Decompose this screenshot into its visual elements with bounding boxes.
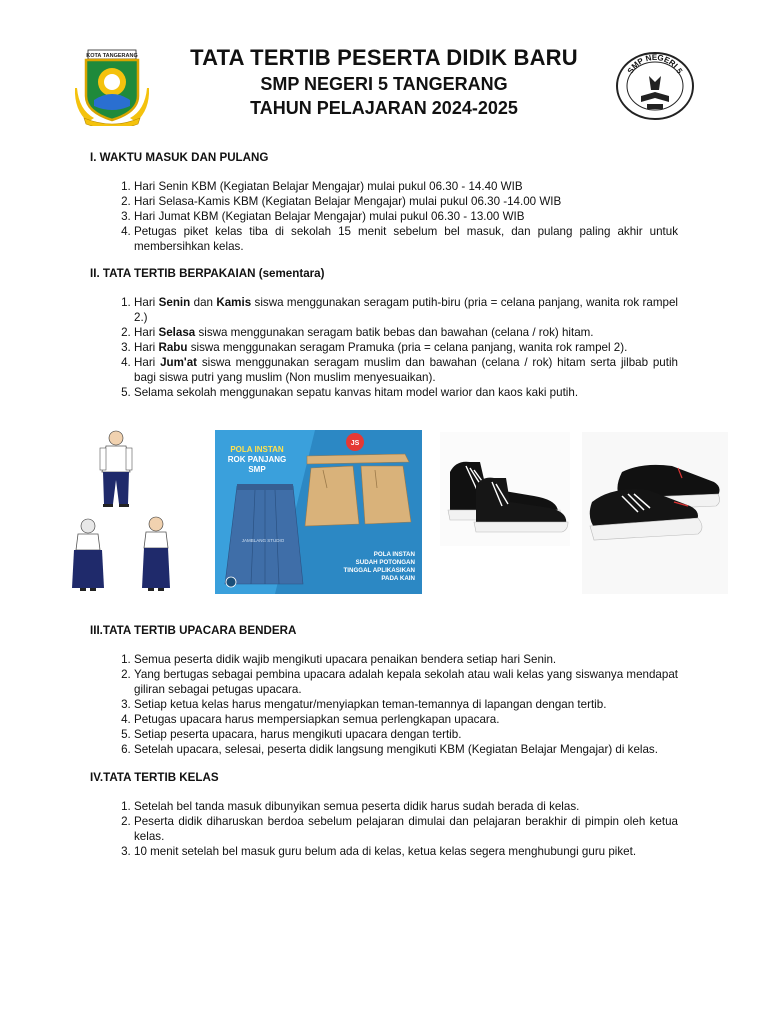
list-item: 6. Setelah upacara, selesai, peserta didik langsung mengikuti KBM (Kegiatan Belajar Mengajar) di kelas. <box>134 742 678 757</box>
academic-year: TAHUN PELAJARAN 2024-2025 <box>250 98 518 118</box>
section-waktu <box>90 150 678 254</box>
list-item: 5. Setiap peserta upacara, harus mengikuti upacara dengan tertib. <box>134 727 678 742</box>
skirt-photo <box>225 484 303 584</box>
list-item: 3. Setiap ketua kelas harus mengatur/menyiapkan teman-temannya di lapangan dengan tertib. <box>134 697 678 712</box>
svg-text:SUDAH POTONGAN: SUDAH POTONGAN <box>355 559 415 566</box>
section-list <box>90 295 678 400</box>
svg-text:PADA KAIN: PADA KAIN <box>381 575 415 582</box>
document-header <box>0 0 768 140</box>
section-title: I. WAKTU MASUK DAN PULANG <box>90 151 269 164</box>
list-item: 3. 10 menit setelah bel masuk guru belum ada di kelas, ketua kelas segera menghubungi guru piket. <box>134 844 678 859</box>
kota-tangerang-logo <box>74 48 150 126</box>
section-berpakaian <box>90 266 678 400</box>
logo-right-text: SMP NEGERI 5 <box>625 52 685 76</box>
section-title: II. TATA TERTIB BERPAKAIAN (sementara) <box>90 267 325 280</box>
list-item: 2. Hari Selasa siswa menggunakan seragam batik bebas dan bawahan (celana / rok) hitam. <box>134 325 678 340</box>
list-item: 1. Hari Senin KBM (Kegiatan Belajar Mengajar) mulai pukul 06.30 - 14.40 WIB <box>134 179 678 194</box>
skirt-pattern-image <box>215 430 422 594</box>
section-title: IV.TATA TERTIB KELAS <box>90 771 219 784</box>
skirt-watermark: JAMBLANG STUDIO <box>241 538 285 543</box>
list-item: 2. Hari Selasa-Kamis KBM (Kegiatan Belajar Mengajar) mulai pukul 06.30 -14.00 WIB <box>134 194 678 209</box>
skirt-banner-line2: ROK PANJANG <box>227 455 287 464</box>
skirt-banner-line1: POLA INSTAN <box>230 445 284 454</box>
uniform-images-row <box>66 428 732 598</box>
school-name: SMP NEGERI 5 TANGERANG <box>260 74 508 94</box>
list-item: 1. Setelah bel tanda masuk dibunyikan semua peserta didik harus sudah berada di kelas. <box>134 799 678 814</box>
section-title: III.TATA TERTIB UPACARA BENDERA <box>90 624 297 637</box>
camera-icon <box>226 577 236 587</box>
list-item: 3. Hari Jumat KBM (Kegiatan Belajar Mengajar) mulai pukul 06.30 - 13.00 WIB <box>134 209 678 224</box>
title-block <box>160 44 608 120</box>
uniform-illustration <box>66 428 186 598</box>
smp-negeri-5-logo <box>615 52 695 120</box>
skirt-banner-line3: SMP <box>248 465 266 474</box>
list-item: 3. Hari Rabu siswa menggunakan seragam Pramuka (pria = celana panjang, wanita rok rampel 2). <box>134 340 678 355</box>
svg-text:POLA INSTAN: POLA INSTAN <box>373 551 415 558</box>
list-item: 2. Yang bertugas sebagai pembina upacara adalah kepala sekolah atau wali kelas yang siswanya mendapat giliran sebagai petugas upacara. <box>134 667 678 697</box>
list-item: 4. Petugas upacara harus mempersiapkan semua perlengkapan upacara. <box>134 712 678 727</box>
list-item: 5. Selama sekolah menggunakan sepatu kanvas hitam model warior dan kaos kaki putih. <box>134 385 678 400</box>
section-list <box>90 179 678 254</box>
logo-left-text: KOTA TANGERANG <box>86 53 138 59</box>
list-item: 4. Petugas piket kelas tiba di sekolah 15 menit sebelum bel masuk, dan pulang paling akhir untuk membersihkan kelas. <box>134 224 678 254</box>
girl-uniform-figure <box>142 517 170 591</box>
list-item: 4. Hari Jum'at siswa menggunakan seragam muslim dan bawahan (celana / rok) hitam serta jilbab putih bagi siswa putri yang muslim (Non muslim menyesuaikan). <box>134 355 678 385</box>
svg-text:TINGGAL APLIKASIKAN: TINGGAL APLIKASIKAN <box>343 567 415 574</box>
section-upacara <box>90 623 678 757</box>
girl-uniform-figure <box>72 519 104 591</box>
list-item: 1. Hari Senin dan Kamis siswa menggunakan seragam putih-biru (pria = celana panjang, wanita rok rampel 2.) <box>134 295 678 325</box>
canvas-shoe-photo-2 <box>582 432 728 594</box>
page-title: TATA TERTIB PESERTA DIDIK BARU <box>190 45 578 70</box>
boy-uniform-figure <box>100 431 132 507</box>
canvas-shoe-photo-1 <box>440 432 570 546</box>
section-kelas <box>90 770 678 859</box>
section-list <box>90 799 678 859</box>
list-item: 2. Peserta didik diharuskan berdoa sebelum pelajaran dimulai dan pelajaran berakhir di pimpin oleh ketua kelas. <box>134 814 678 844</box>
js-badge-text: JS <box>350 440 360 447</box>
list-item: 1. Semua peserta didik wajib mengikuti upacara penaikan bendera setiap hari Senin. <box>134 652 678 667</box>
section-list <box>90 652 678 757</box>
